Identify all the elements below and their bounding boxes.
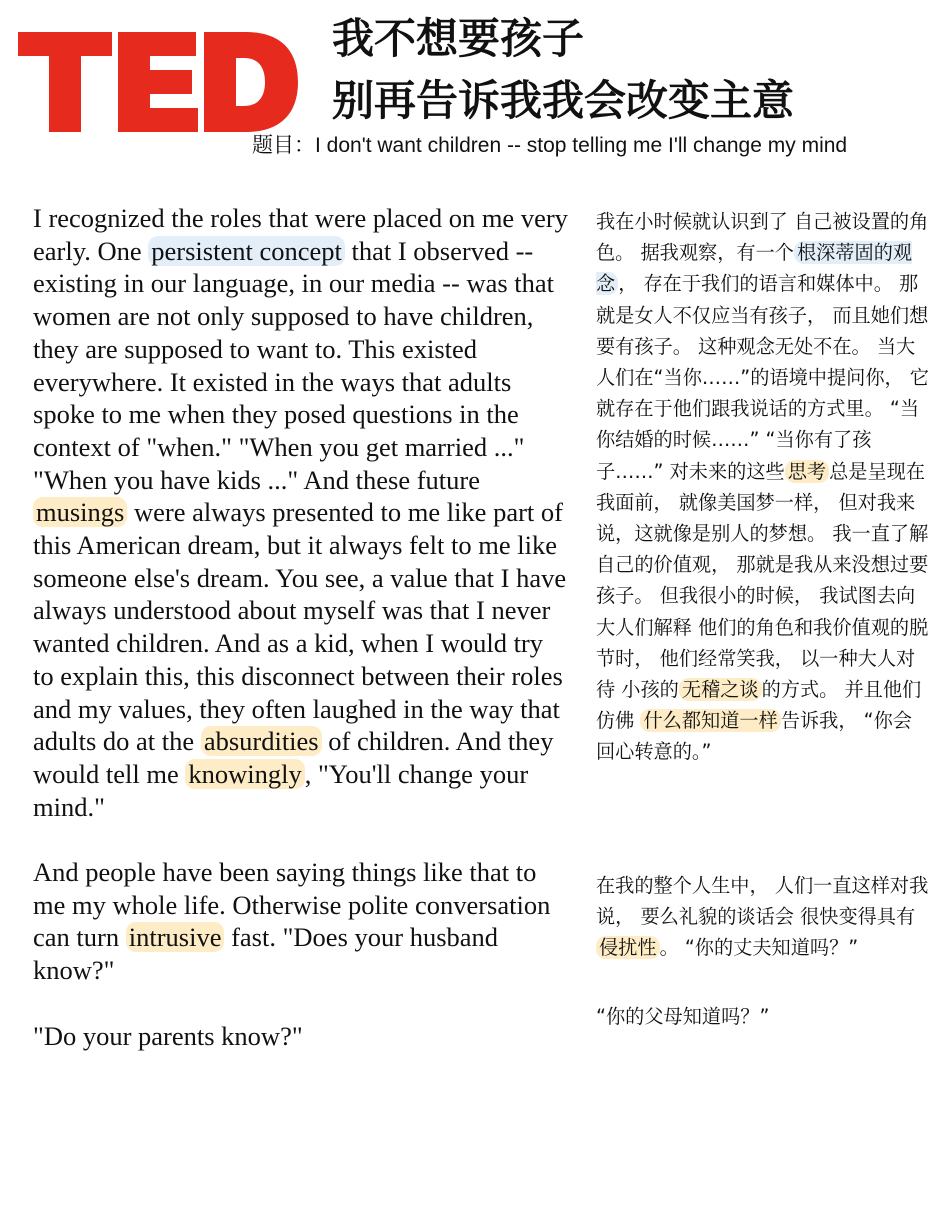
ted-logo-graphic [14,18,304,140]
text-segment: 我在小时候就认识到了 自己被设置的角色。 据我观察，有一个 [596,210,929,265]
chinese-paragraph-3: “你的父母知道吗？” [596,1005,770,1029]
text-segment: fast. "Does your husband know?" [33,922,499,986]
text-segment: And people have been saying things like that to me my whole life. Otherwise polite conversation can turn [33,857,551,953]
text-segment: , "You'll change your mind." [33,758,529,822]
chinese-transcript [596,206,931,1032]
chinese-paragraph-1 [596,206,931,768]
text-segment: were always presented to me like part of this American dream, but it always felt to me like someone else's dream. You see, a value that I have always understood about myself was that I never wanted children. And as a kid, when I would try to explain this, this disconnect between their roles and my values, they often laughed in the way that adults do at the [33,497,567,757]
highlight-musings: musings [33,497,127,527]
text-segment: of children. And they would tell me [33,726,554,789]
english-transcript [33,202,568,1052]
title-line-2: 别再告诉我我会改变主意 [332,76,795,125]
highlight-absurdities: absurdities [201,726,322,756]
title-line-1: 我不想要孩子 [332,14,585,63]
highlight-persistent-concept: persistent concept [148,236,345,266]
highlight-knowingly-zh: 什么都知道一样 [640,709,780,732]
english-paragraph-1 [33,202,568,823]
text-segment: 总是呈现在我面前， 就像美国梦一样， 但对我来说，这就像是别人的梦想。 我一直了解自己的价值观， 那就是我从来没想过要孩子。 但我很小的时候， 我试图去向大人们解释 他们的角色和我价值观的脱节时， 他们经常笑我， 以一种大人对待 小孩的 [596,459,929,702]
highlight-absurdities-zh: 无稽之谈 [679,678,762,701]
highlight-musings-zh: 思考 [785,460,829,483]
chinese-paragraph-2 [596,870,931,964]
ted-logo [14,18,304,140]
highlight-knowingly: knowingly [185,759,304,789]
text-segment: that I observed -- existing in our language, in our media -- was that women are not only supposed to have children, they are supposed to want to. This existed everywhere. It existed in the ways that adults spoke to me when they posed questions in the context of "when." "When you get married ..." "When you have kids ..." And these future [33,235,555,495]
text-segment: I recognized the roles that were placed on me very early. One [33,203,568,266]
highlight-intrusive: intrusive [126,922,225,952]
english-paragraph-3: "Do your parents know?" [33,1020,303,1051]
highlight-intrusive-zh: 侵扰性 [596,936,660,959]
text-segment: 。 “你的丈夫知道吗？” [659,936,859,960]
text-segment: 告诉我， “你会回心转意的。” [596,709,912,764]
english-paragraph-2 [33,856,568,987]
page-title [332,8,794,132]
text-segment: 的方式。 并且他们仿佛 [596,678,922,733]
text-segment: ， 存在于我们的语言和媒体中。 那就是女人不仅应当有孩子， 而且她们想要有孩子。 这种观念无处不在。 当大人们在“当你……”的语境中提问你， 它就存在于他们跟我说话的方式里。 “当你结婚的时候……” “当你有了孩子……” 对未来的这些 [596,272,929,483]
text-segment: 在我的整个人生中， 人们一直这样对我说， 要么礼貌的谈话会 很快变得具有 [596,873,929,928]
subtitle: 题目：I don't want children -- stop telling me I'll change my mind [252,134,848,157]
highlight-deep-rooted-concept: 根深蒂固的观念 [596,241,913,296]
